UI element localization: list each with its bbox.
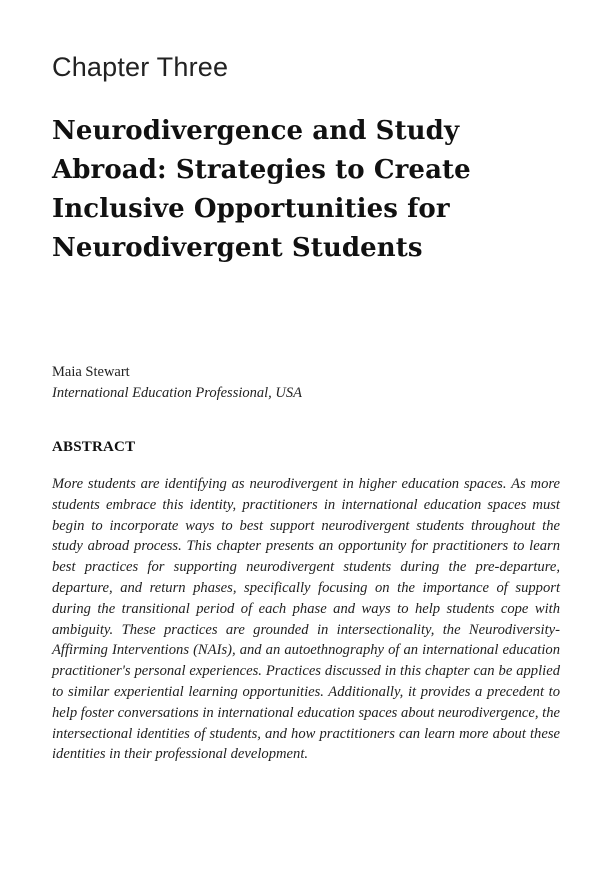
abstract-body: More students are identifying as neurodivergent in higher education spaces. As more students embrace this identity, practitioners in international education spaces must begin to incorporate ways to best support neurodivergent students throughout the study abroad process. This chapter presents an opportunity for practitioners to learn best practices for supporting neurodivergent students during the pre-departure, departure, and return phases, specifically focusing on the importance of support during the transitional period of each phase and ways to help students cope with ambiguity. These practices are grounded in intersectionality, the Neurodiversity-Affirming Interventions (NAIs), and an autoethnography of an international education practitioner's personal experiences. Practices discussed in this chapter can be applied to similar experiential learning opportunities. Additionally, it provides a precedent to help foster conversations in international education spaces about neurodivergence, the intersectional identities of students, and how practitioners can learn more about these identities in their professional development.	[52, 476, 560, 763]
abstract-heading: ABSTRACT	[52, 439, 136, 455]
author-name: Maia Stewart	[52, 364, 130, 380]
author-affiliation: International Education Professional, USA	[52, 385, 302, 401]
chapter-label: Chapter Three	[52, 52, 229, 82]
author-block	[52, 362, 302, 404]
chapter-title: Neurodivergence and Study Abroad: Strategies to Create Inclusive Opportunities for Neurodivergent Students	[52, 116, 471, 263]
